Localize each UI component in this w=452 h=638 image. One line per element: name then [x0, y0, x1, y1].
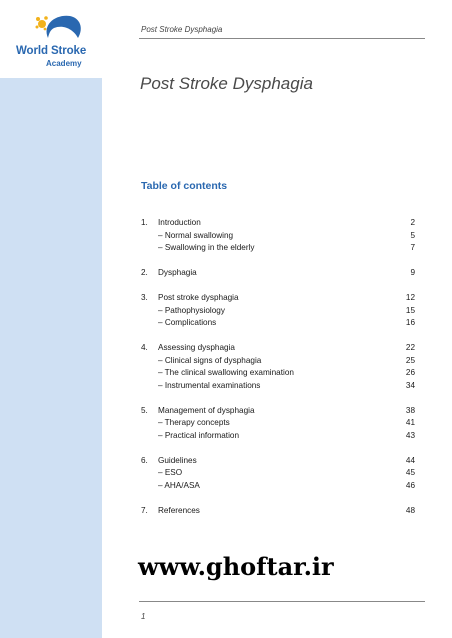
toc-entry-label: – ESO — [158, 468, 183, 477]
toc-entry-number: 6. — [141, 456, 148, 465]
toc-heading: Table of contents — [141, 180, 228, 192]
toc-entry-label: – Swallowing in the elderly — [158, 243, 255, 252]
toc-entry — [141, 505, 415, 517]
toc-entry-label: – Practical information — [158, 431, 239, 440]
toc-entry — [141, 367, 415, 379]
toc-entry-label: – The clinical swallowing examination — [158, 368, 294, 377]
toc-entry-number: 5. — [141, 406, 148, 415]
toc-entry — [141, 417, 415, 429]
logo-subtitle: Academy — [46, 59, 82, 68]
toc-entry-page: 48 — [405, 506, 415, 515]
toc-entry — [141, 355, 415, 367]
toc-entry — [141, 430, 415, 442]
toc-entry-label: Post stroke dysphagia — [158, 293, 239, 302]
left-color-band — [0, 78, 102, 638]
toc-entry — [141, 405, 415, 417]
toc-entry-label: – Pathophysiology — [158, 306, 225, 315]
toc-entry — [141, 217, 415, 229]
logo-title: World Stroke — [16, 45, 87, 57]
toc-entry-page: 38 — [405, 406, 415, 415]
toc-entry — [141, 342, 415, 354]
toc-entry-label: – AHA/ASA — [158, 481, 200, 490]
brain-swoosh-logo-icon — [34, 12, 84, 44]
toc-entry-page: 9 — [410, 268, 415, 277]
toc-entry-page: 34 — [405, 381, 415, 390]
toc-entry-page: 16 — [405, 318, 415, 327]
toc-entry-label: Management of dysphagia — [158, 406, 255, 415]
toc-entry-number: 2. — [141, 268, 148, 277]
toc-entry-label: – Therapy concepts — [158, 418, 230, 427]
running-header-title: Post Stroke Dysphagia — [141, 25, 223, 34]
footer-rule — [139, 601, 425, 602]
toc-entry-page: 44 — [405, 456, 415, 465]
toc-entry-label: – Clinical signs of dysphagia — [158, 356, 262, 365]
toc-entry — [141, 317, 415, 329]
toc-entry-page: 2 — [410, 218, 415, 227]
toc-entry — [141, 480, 415, 492]
document-title: Post Stroke Dysphagia — [140, 74, 313, 93]
watermark-url: www.ghoftar.ir — [138, 552, 334, 581]
toc-entry-page: 43 — [405, 431, 415, 440]
toc-entry — [141, 305, 415, 317]
toc-entry — [141, 467, 415, 479]
toc-entry-label: Introduction — [158, 218, 201, 227]
toc-entry-page: 7 — [410, 243, 415, 252]
toc-entry-label: References — [158, 506, 200, 515]
toc-entry-page: 12 — [405, 293, 415, 302]
toc-entry-page: 45 — [405, 468, 415, 477]
toc-entry-label: Guidelines — [158, 456, 197, 465]
toc-entry-label: Dysphagia — [158, 268, 197, 277]
toc-entry-page: 46 — [405, 481, 415, 490]
toc-entry-label: – Instrumental examinations — [158, 381, 261, 390]
toc-entry-number: 4. — [141, 343, 148, 352]
toc-entry-number: 7. — [141, 506, 148, 515]
toc-entry — [141, 230, 415, 242]
toc-entry-page: 26 — [405, 368, 415, 377]
toc-entry-number: 1. — [141, 218, 148, 227]
toc-entry-page: 22 — [405, 343, 415, 352]
toc-entry-page: 15 — [405, 306, 415, 315]
world-stroke-academy-logo — [12, 12, 102, 72]
toc-entry — [141, 267, 415, 279]
toc-entry-page: 41 — [405, 418, 415, 427]
page-number: 1 — [141, 612, 146, 621]
toc-entry-label: – Complications — [158, 318, 217, 327]
toc-entry-number: 3. — [141, 293, 148, 302]
toc-entry — [141, 455, 415, 467]
toc-entry-page: 25 — [405, 356, 415, 365]
toc-entry-page: 5 — [410, 231, 415, 240]
toc-entry-label: Assessing dysphagia — [158, 343, 235, 352]
header-rule — [139, 38, 425, 39]
toc-entry — [141, 380, 415, 392]
toc-entry — [141, 292, 415, 304]
toc-entry — [141, 242, 415, 254]
toc-entry-label: – Normal swallowing — [158, 231, 234, 240]
